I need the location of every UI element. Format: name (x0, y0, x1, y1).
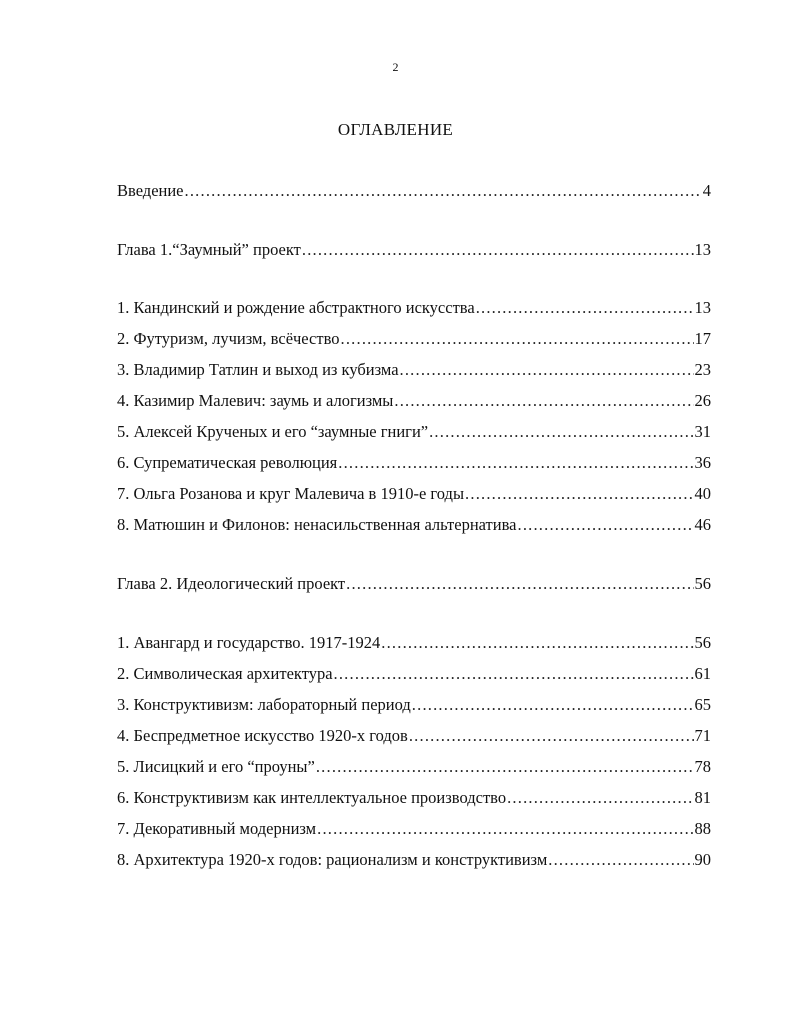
toc-entry-page: 13 (694, 240, 711, 259)
toc-entry-2-4[interactable] (117, 726, 711, 748)
toc-entry-page: 90 (694, 850, 711, 869)
toc-entry-page: 26 (694, 391, 711, 410)
toc-entry-page: 17 (694, 329, 711, 348)
dot-leader (317, 819, 693, 839)
toc-entry-page: 4 (702, 181, 711, 200)
dot-leader (548, 850, 693, 870)
toc-entry-1-1[interactable] (117, 298, 711, 320)
toc-entry-label: 1. Кандинский и рождение абстрактного искусства (117, 298, 475, 317)
toc-entry-page: 71 (694, 726, 711, 745)
toc-entry-2-3[interactable] (117, 695, 711, 717)
toc-entry-page: 61 (694, 664, 711, 683)
toc-entry-2-6[interactable] (117, 788, 711, 810)
toc-entry-label: 6. Конструктивизм как интеллектуальное производство (117, 788, 507, 807)
toc-entry-page: 81 (694, 788, 711, 807)
toc-entry-label: Глава 1.“Заумный” проект (117, 240, 301, 259)
toc-entry-label: Глава 2. Идеологический проект (117, 574, 346, 593)
toc-entry-1-6[interactable] (117, 453, 711, 475)
toc-entry-page: 65 (694, 695, 711, 714)
dot-leader (185, 181, 702, 201)
toc-entry-page: 31 (694, 422, 711, 441)
toc-entry-page: 56 (694, 633, 711, 652)
dot-leader (302, 240, 694, 260)
toc-entry-label: 4. Казимир Малевич: заумь и алогизмы (117, 391, 394, 410)
dot-leader (400, 360, 694, 380)
toc-entry-label: 3. Конструктивизм: лабораторный период (117, 695, 411, 714)
toc-entry-1-3[interactable] (117, 360, 711, 382)
toc-entry-label: 6. Супрематическая революция (117, 453, 338, 472)
toc-entry-2-2[interactable] (117, 664, 711, 686)
toc-entry-page: 36 (694, 453, 711, 472)
toc-chapter-2-heading[interactable] (117, 574, 711, 596)
toc-entry-label: Введение (117, 181, 184, 200)
dot-leader (412, 695, 694, 715)
toc-entry-intro[interactable] (117, 181, 711, 203)
dot-leader (338, 453, 693, 473)
dot-leader (507, 788, 693, 808)
dot-leader (334, 664, 694, 684)
toc-entry-2-1[interactable] (117, 633, 711, 655)
dot-leader (409, 726, 694, 746)
toc-entry-page: 23 (694, 360, 711, 379)
dot-leader (394, 391, 693, 411)
toc-entry-page: 13 (694, 298, 711, 317)
dot-leader (316, 757, 694, 777)
toc-entry-label: 8. Матюшин и Филонов: ненасильственная альтернатива (117, 515, 517, 534)
page-title: ОГЛАВЛЕНИЕ (337, 120, 454, 139)
toc-entry-2-5[interactable] (117, 757, 711, 779)
toc-entry-label: 7. Декоративный модернизм (117, 819, 317, 838)
toc-entry-label: 8. Архитектура 1920-х годов: рационализм и конструктивизм (117, 850, 548, 869)
toc-entry-page: 40 (694, 484, 711, 503)
dot-leader (476, 298, 694, 318)
toc-entry-label: 2. Символическая архитектура (117, 664, 333, 683)
toc-entry-2-7[interactable] (117, 819, 711, 841)
dot-leader (429, 422, 693, 442)
toc-entry-page: 46 (694, 515, 711, 534)
toc-entry-page: 56 (694, 574, 711, 593)
toc-entry-label: 7. Ольга Розанова и круг Малевича в 1910-е годы (117, 484, 465, 503)
dot-leader (341, 329, 694, 349)
toc-entry-label: 1. Авангард и государство. 1917-1924 (117, 633, 381, 652)
dot-leader (346, 574, 693, 594)
page-number: 2 (392, 60, 399, 74)
toc-entry-1-2[interactable] (117, 329, 711, 351)
toc-entry-label: 5. Алексей Крученых и его “заумные гниги” (117, 422, 429, 441)
toc-entry-label: 2. Футуризм, лучизм, всёчество (117, 329, 340, 348)
toc-entry-1-4[interactable] (117, 391, 711, 413)
toc-entry-1-8[interactable] (117, 515, 711, 537)
toc-entry-label: 4. Беспредметное искусство 1920-х годов (117, 726, 408, 745)
dot-leader (518, 515, 694, 535)
toc-entry-1-5[interactable] (117, 422, 711, 444)
dot-leader (465, 484, 693, 504)
dot-leader (381, 633, 693, 653)
toc-entry-label: 3. Владимир Татлин и выход из кубизма (117, 360, 399, 379)
toc-entry-1-7[interactable] (117, 484, 711, 506)
toc-entry-label: 5. Лисицкий и его “проуны” (117, 757, 315, 776)
toc-entry-page: 88 (694, 819, 711, 838)
toc-chapter-1-heading[interactable] (117, 240, 711, 262)
toc-entry-page: 78 (694, 757, 711, 776)
toc-entry-2-8[interactable] (117, 850, 711, 872)
